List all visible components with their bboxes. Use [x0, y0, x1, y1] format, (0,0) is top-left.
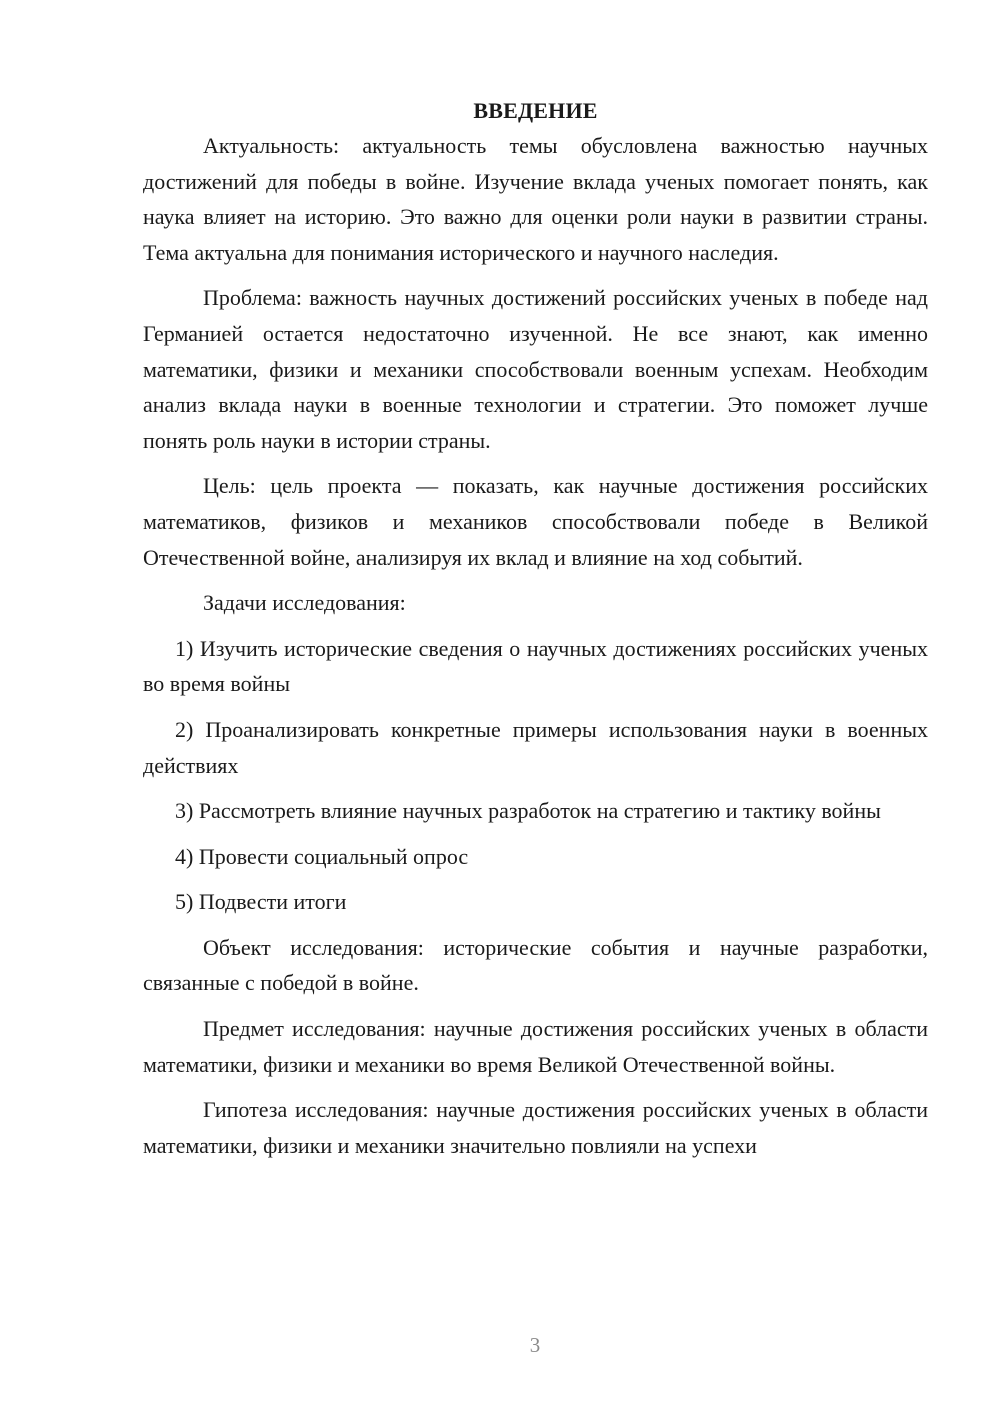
paragraph-problem: Проблема: важность научных достижений российских ученых в победе над Германией остается недостаточно изученной. Не все знают, как именно математики, физики и механики способствовали военным успехам. Необходим анализ вклада науки в военные технологии и стратегии. Это поможет лучше понять роль науки в истории страны.	[143, 285, 928, 453]
paragraph-relevance: Актуальность: актуальность темы обусловлена важностью научных достижений для победы в войне. Изучение вклада ученых помогает понять, как наука влияет на историю. Это важно для оценки роли науки в развитии страны. Тема актуальна для понимания исторического и научного наследия.	[143, 133, 928, 265]
tasks-heading: Задачи исследования:	[203, 590, 406, 616]
paragraph-hypothesis: Гипотеза исследования: научные достижения российских ученых в области математики, физики и механики значительно повлияли на успехи	[143, 1097, 928, 1158]
task-item-2: 2) Проанализировать конкретные примеры использования науки в военных действиях	[143, 716, 928, 778]
task-item-1: 1) Изучить исторические сведения о научных достижениях российских ученых во время войны	[143, 635, 928, 697]
paragraph-subject: Предмет исследования: научные достижения российских ученых в области математики, физики и механики во время Великой Отечественной войны.	[143, 1016, 928, 1077]
task-item-5: 5) Подвести итоги	[175, 889, 347, 915]
section-title: ВВЕДЕНИЕ	[473, 98, 598, 123]
paragraph-object: Объект исследования: исторические события и научные разработки, связанные с победой в войне.	[143, 934, 928, 996]
page-number: 3	[529, 1333, 541, 1357]
task-item-4: 4) Провести социальный опрос	[175, 843, 469, 869]
document-page	[143, 93, 928, 1173]
task-item-3: 3) Рассмотреть влияние научных разработок на стратегию и тактику войны	[175, 798, 881, 824]
paragraph-goal: Цель: цель проекта — показать, как научные достижения российских математиков, физиков и механиков способствовали победе в Великой Отечественной войне, анализируя их вклад и влияние на ход событий.	[143, 473, 928, 570]
